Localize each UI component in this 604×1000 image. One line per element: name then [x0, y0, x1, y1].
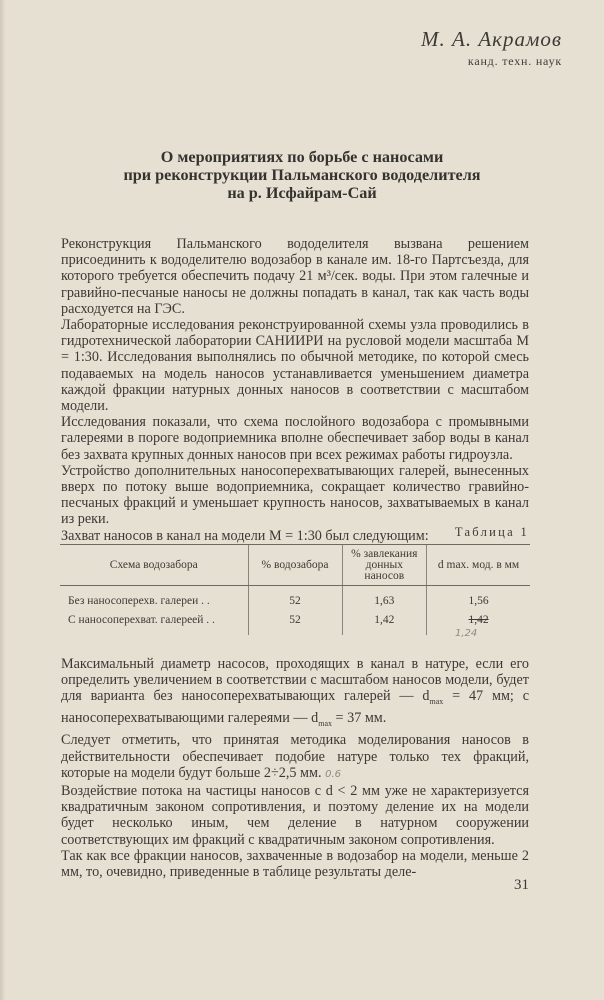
table-row — [60, 586, 530, 612]
cell-scheme: Без наносоперехв. галереи . . — [68, 595, 210, 607]
paragraph-text: Максимальный диаметр насосов, проходящих в канал в натуре, если его определить увеличением в соответствии с масштабом наносов модели, будет для варианта без наносоперехватывающих галерей — d — [61, 656, 529, 705]
table-caption: Таблица 1 — [454, 525, 529, 539]
header-dmax: d max. мод. в мм — [427, 545, 530, 586]
handwritten-note: 0.6 — [325, 768, 341, 780]
paragraph: Захват наносов в канал на модели М = 1:30 был следующим: — [61, 527, 429, 544]
title-line-2: при реконструкции Пальманского вододелителя — [123, 166, 481, 184]
article-title — [60, 148, 544, 202]
cell-dmax: 1,56 — [427, 586, 530, 612]
subscript: max — [429, 697, 444, 707]
cell-intake: 52 — [248, 586, 342, 612]
paragraph — [61, 732, 529, 783]
paragraph-text: Следует отметить, что принятая методика моделирования наносов в действительности обеспечивает подобие натуре только тех фракций, которые на модели будут больше 2÷2,5 мм. — [61, 732, 529, 781]
body-text-top — [61, 236, 529, 544]
handwritten-correction: 1,24 — [455, 628, 478, 639]
page-edge-shadow — [0, 0, 5, 1000]
paragraph: Устройство дополнительных наноcoперехватывающих галерей, вынесенных вверх по потоку выше водоприемника, сокращает количество гравийно-песчаных фракций и уменьшает крупность наносов, захватываемых в канал из реки. — [61, 462, 529, 528]
cell-intake: 52 — [248, 611, 342, 635]
subscript: max — [318, 719, 332, 729]
cell-scheme: С наносоперехват. галереей . . — [68, 614, 215, 626]
header-entrainment: % завлекания донных наносов — [342, 545, 427, 586]
paragraph-text: = 47 мм; с наносоперехватывающими галереями — d — [61, 688, 529, 727]
paragraph — [61, 656, 529, 732]
paragraph: Лабораторные исследования реконструированной схемы узла проводились в гидротехнической лаборатории САНИИРИ на русловой модели масштаба М = 1:30. Исследования выполнялись по обычной методике, по которой смесь подаваемых на модель наносов устанавливается уменьшением диаметра каждой фракции натурных донных наносов в соответствии с масштабом модели. — [61, 317, 529, 415]
author-degree: канд. техн. наук — [467, 54, 562, 68]
cell-dmax-struck: 1,42 — [427, 611, 530, 635]
body-text-bottom — [61, 656, 529, 880]
paragraph: Так как все фракции наносов, захваченные в водозабор на модели, меньше 2 мм, то, очевидно, приведенные в таблице результаты деле- — [61, 847, 529, 881]
paragraph: Воздействие потока на частицы наносов с d < 2 мм уже не характеризуется квадратичным законом сопротивления, и поэтому деление их на модели будет несколько иным, чем деление в натурном сооружении соответствующих им фракций с квадратичным законом сопротивления. — [61, 783, 529, 848]
title-line-3: на р. Исфайрам-Сай — [227, 184, 377, 202]
paragraph: Реконструкция Пальманского вододелителя вызвана решением присоединить к вододелителю водозабор в канале им. 18-го Партсъезда, для которого требуется обеспечить подачу 21 м³/сек. воды. При этом галечные и гравийно-песчаные наносы не должны попадать в канал, так как часть воды расходуется на ГЭС. — [61, 236, 529, 317]
page-number: 31 — [514, 877, 529, 893]
table-header-row — [60, 545, 530, 586]
author-name: М. А. Акрамов — [421, 27, 562, 51]
paragraph-text: = 37 мм. — [332, 710, 387, 727]
header-intake: % водозабора — [248, 545, 342, 586]
cell-entrainment: 1,63 — [342, 586, 427, 612]
paragraph: Исследования показали, что схема послойного водозабора с промывными галереями в пороге водоприемника вполне обеспечивает забор воды в канал без захвата крупных донных наносов при всех режимах работы гидроузла. — [61, 414, 529, 463]
data-table — [60, 544, 530, 635]
author-block — [421, 27, 562, 69]
title-line-1: О мероприятиях по борьбе с наносами — [160, 148, 444, 166]
cell-entrainment: 1,42 — [342, 611, 427, 635]
header-scheme: Схема водозабора — [60, 545, 248, 586]
